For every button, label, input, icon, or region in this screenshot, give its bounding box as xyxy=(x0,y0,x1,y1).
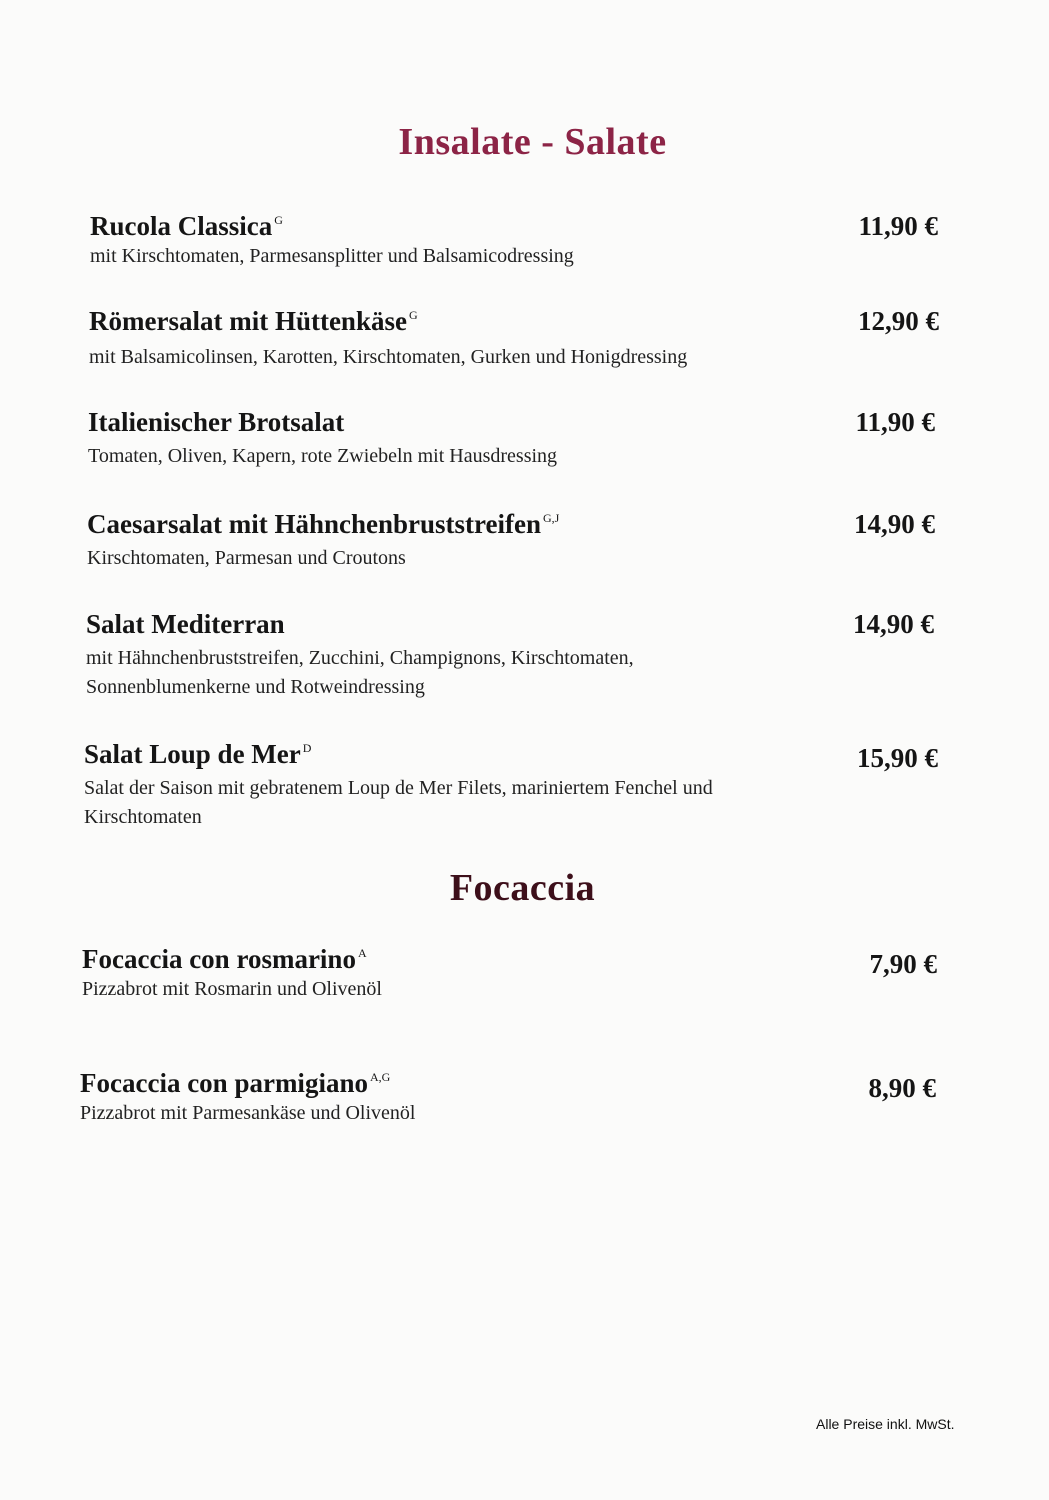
item-description: Kirschtomaten, Parmesan und Croutons xyxy=(87,547,406,569)
allergen-marker: G,J xyxy=(542,511,560,525)
item-price: 14,90 € xyxy=(854,509,935,539)
item-price: 14,90 € xyxy=(853,609,934,639)
item-name xyxy=(88,406,935,438)
menu-item xyxy=(88,406,935,471)
allergen-marker: G xyxy=(408,308,418,322)
item-description: mit Kirschtomaten, Parmesansplitter und Balsamicodressing xyxy=(90,245,574,267)
item-name-text: Italienischer Brotsalat xyxy=(88,407,345,437)
menu-item xyxy=(90,210,938,271)
item-name-text: Römersalat mit Hüttenkäse xyxy=(89,306,407,336)
item-name-text: Salat Mediterran xyxy=(86,609,285,639)
section-title-salate: Insalate - Salate xyxy=(398,121,667,163)
footer-vat-note: Alle Preise inkl. MwSt. xyxy=(816,1416,955,1432)
item-price: 12,90 € xyxy=(858,306,939,336)
item-name xyxy=(80,1067,936,1099)
allergen-marker: A xyxy=(357,946,367,960)
item-description: Pizzabrot mit Rosmarin und Olivenöl xyxy=(82,978,382,1000)
item-price: 8,90 € xyxy=(868,1073,936,1103)
item-price: 15,90 € xyxy=(857,743,938,773)
item-name xyxy=(82,943,937,975)
item-name xyxy=(84,738,938,770)
item-name-text: Caesarsalat mit Hähnchenbruststreifen xyxy=(87,509,541,539)
menu-item xyxy=(80,1067,936,1128)
item-name xyxy=(89,305,939,337)
item-name-text: Rucola Classica xyxy=(90,211,273,241)
menu-item xyxy=(84,738,938,832)
item-name-text: Focaccia con rosmarino xyxy=(82,944,356,974)
item-name xyxy=(86,608,934,640)
menu-item xyxy=(89,305,939,372)
item-name-text: Focaccia con parmigiano xyxy=(80,1068,368,1098)
item-description: Pizzabrot mit Parmesankäse und Olivenöl xyxy=(80,1102,416,1124)
item-name-text: Salat Loup de Mer xyxy=(84,739,301,769)
menu-item xyxy=(87,508,935,573)
item-price: 11,90 € xyxy=(858,211,938,241)
item-description: mit Hähnchenbruststreifen, Zucchini, Champignons, Kirschtomaten, Sonnenblumenkerne und Rotweindressing xyxy=(86,647,634,698)
item-description: Tomaten, Oliven, Kapern, rote Zwiebeln mit Hausdressing xyxy=(88,445,558,467)
item-description: mit Balsamicolinsen, Karotten, Kirschtomaten, Gurken und Honigdressing xyxy=(89,346,688,368)
menu-item xyxy=(82,943,937,1004)
allergen-marker: A,G xyxy=(369,1070,391,1084)
item-price: 7,90 € xyxy=(869,949,937,979)
item-name xyxy=(87,508,935,540)
item-price: 11,90 € xyxy=(855,407,935,437)
item-name xyxy=(90,210,938,242)
allergen-marker: D xyxy=(302,741,312,755)
allergen-marker: G xyxy=(274,213,283,227)
section-title-focaccia: Focaccia xyxy=(449,867,596,909)
item-description: Salat der Saison mit gebratenem Loup de Mer Filets, mariniertem Fenchel und Kirschtomaten xyxy=(84,777,713,828)
menu-item xyxy=(86,608,934,702)
